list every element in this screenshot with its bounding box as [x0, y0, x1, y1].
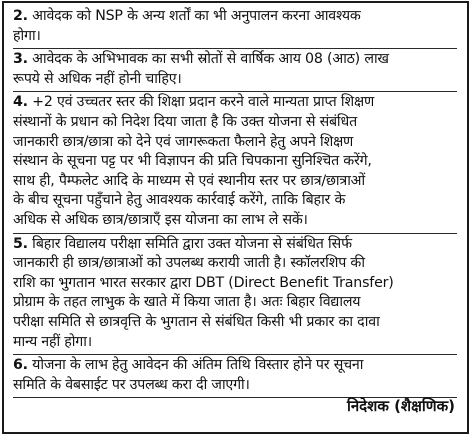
- signature-designation: निदेशक (शैक्षणिक): [346, 397, 455, 416]
- clause-number: 5.: [13, 235, 28, 252]
- clause-line: अधिक से अधिक छात्र/छात्राएँ इस योजना का लाभ ले सकें।: [13, 211, 308, 228]
- clause-5: [13, 234, 457, 356]
- clause-line: होगा।: [13, 27, 41, 44]
- clause-line: जानकारी छात्र/छात्रा को देने एवं जागरूकता फैलाने हेतु अपने शिक्षण: [13, 133, 354, 150]
- clause-line: संस्थानों के प्रधान को निदेश दिया जाता है कि उक्त योजना से संबंधित: [13, 113, 357, 130]
- clause-line: परीक्षा समिति से छात्रवृत्ति के भुगतान से संबंधित किसी भी प्रकार का दावा: [13, 313, 380, 330]
- clause-number: 4.: [13, 94, 28, 111]
- clause-line: राशि का भुगतान भारत सरकार द्वारा DBT (Direct Benefit Transfer): [13, 274, 394, 291]
- clause-line: रूपये से अधिक नहीं होनी चाहिए।: [13, 70, 182, 87]
- clause-number: 6.: [13, 357, 28, 374]
- clause-3: [13, 49, 457, 92]
- clause-line: संस्थान के सूचना पट्ट पर भी विज्ञापन की प्रति चिपकाना सुनिश्चित करेंगे,: [13, 153, 372, 170]
- clause-2: [13, 6, 457, 49]
- clause-line: 3. आवेदक के अभिभावक का सभी स्रोतों से वार्षिक आय 08 (आठ) लाख: [13, 51, 389, 68]
- notice-box: [2, 1, 469, 434]
- clause-line: जानकारी ही छात्र/छात्राओं को उपलब्ध करायी जाती है। स्कॉलरशिप की: [13, 255, 365, 272]
- clause-line: समिति के वेबसाईट पर उपलब्ध करा दी जाएगी।: [13, 376, 250, 393]
- clause-line: के बीच सूचना पहुँचाने हेतु आवश्यक कार्रवाई करेंगे, ताकि बिहार के: [13, 192, 346, 209]
- clause-number: 3.: [13, 51, 28, 68]
- clause-line: मान्य नहीं होगा।: [13, 333, 92, 350]
- clause-line: 5. बिहार विद्यालय परीक्षा समिति द्वारा उक्त योजना से संबंधित सिर्फ: [13, 235, 352, 252]
- clause-4: [13, 92, 457, 233]
- clause-number: 2.: [13, 8, 28, 24]
- clause-line: 6. योजना के लाभ हेतु आवेदन की अंतिम तिथि विस्तार होने पर सूचना: [13, 357, 364, 374]
- clause-line: 2. आवेदक को NSP के अन्य शर्तों का भी अनुपालन करना आवश्यक: [13, 8, 361, 24]
- clause-line: 4. +2 एवं उच्चतर स्तर की शिक्षा प्रदान करने वाले मान्यता प्राप्त शिक्षण: [13, 94, 375, 111]
- clause-line: प्रोग्राम के तहत लाभुक के खाते में किया जाता है। अतः बिहार विद्यालय: [13, 294, 361, 311]
- clause-6: [13, 355, 457, 398]
- clause-line: साथ ही, पैम्फलेट आदि के माध्यम से एवं स्थानीय स्तर पर छात्र/छात्राओं: [13, 172, 365, 189]
